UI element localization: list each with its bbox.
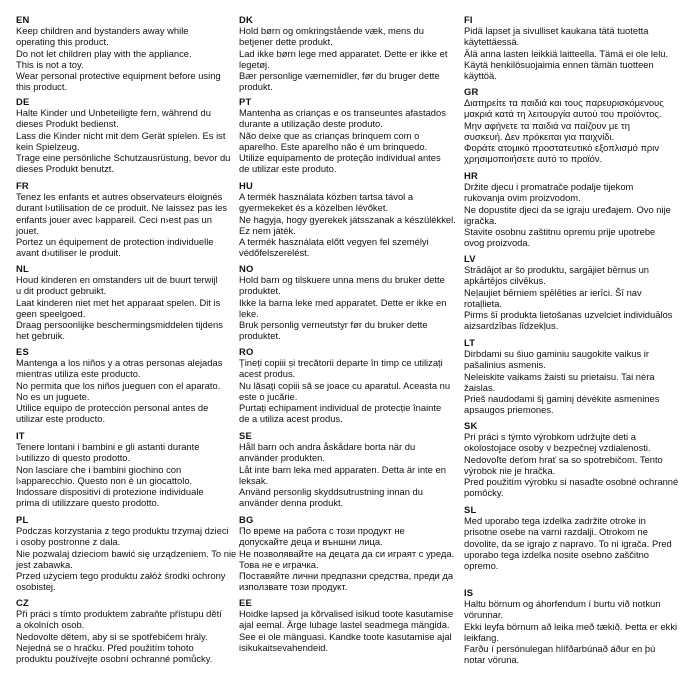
warning-text-line: dieses Produkt bedienst.	[16, 118, 119, 130]
warning-text-line: this product.	[16, 81, 68, 93]
warning-text-line: χρησιμοποιήσετε αυτό το προϊόν.	[464, 153, 603, 165]
warning-text-line: Tenere lontani i bambini e gli astanti durante	[16, 441, 200, 452]
warning-text-line: Поставяйте лични предпазни средства, преди да	[239, 570, 454, 582]
warning-text-line: Ikke la barna leke med apparatet. Dette er ikke en	[239, 296, 447, 308]
language-code: NL	[16, 263, 29, 274]
warning-text-line: използвате този продукт.	[239, 581, 348, 593]
warning-text-line: Ez nem játék.	[239, 224, 296, 236]
warning-text-line: Keep children and bystanders away while	[16, 25, 189, 36]
language-block-es	[16, 346, 238, 425]
warning-text-line: Ne dopustite djeci da se igraju uređajem. Ovo nije	[464, 203, 671, 215]
warning-text-line: het gebruik.	[16, 330, 65, 342]
language-code: SL	[464, 504, 477, 515]
warning-text-line: geen speelgoed.	[16, 307, 86, 319]
warning-text-line: Purtați echipament individual de protecție înainte	[239, 402, 442, 414]
language-block-sl	[464, 504, 694, 571]
warning-text-line: acest produs.	[239, 368, 296, 380]
warning-text-line: Tenez les enfants et autres observateurs éloignés	[16, 191, 223, 202]
language-block-ee	[239, 597, 461, 653]
warning-text-line: Käytä henkilösuojaimia ennen tämän tuotteen	[464, 58, 654, 70]
warning-text-line: Indossare dispositivi di protezione individuale	[16, 486, 204, 498]
warning-text-line: käytettäessä.	[464, 36, 520, 48]
warning-text-line: rotaļlieta.	[464, 297, 503, 309]
warning-text-line: använder denna produkt.	[239, 497, 344, 509]
warning-text-line: Portez un équipement de protection individuelle	[16, 236, 214, 248]
warning-text-line: leke.	[239, 307, 259, 319]
warning-text-line: A termék használata közben tartsa távol a	[239, 191, 414, 202]
language-block-sk	[464, 420, 694, 499]
language-code: PT	[239, 96, 252, 107]
warning-text-line: Bær personlige værnemidler, før du bruger dette	[239, 70, 440, 82]
warning-text-line: Pri práci s týmto výrobkom udržujte deti a	[464, 431, 636, 442]
language-block-fi	[464, 14, 694, 81]
warning-text-line: Strādājot ar šo produktu, sargājiet bērnus un	[464, 264, 650, 275]
warning-text-line: Ne hagyja, hogy gyerekek játsszanak a készülékkel.	[239, 213, 456, 225]
warning-text-line: avant d›utiliser le produit.	[16, 247, 121, 259]
warning-text-line: isikukaitsevahendeid.	[239, 641, 329, 653]
warning-text-line: gyermekeket és a közelben lévőket.	[239, 202, 389, 214]
warning-text-line: Neļaujiet bērniem spēlēties ar ierīci. Šī nav	[464, 286, 642, 298]
language-code: CZ	[16, 597, 29, 608]
warning-text-line: Haltu börnum og áhorfendum í burtu við notkun	[464, 598, 661, 609]
warning-text-line: Do not let children play with the appliance.	[16, 47, 192, 59]
warning-text-line: Nu lăsați copiii să se joace cu aparatul. Aceasta nu	[239, 379, 451, 391]
warning-text-line: notar vöruna.	[464, 654, 520, 666]
language-code: EE	[239, 597, 252, 608]
warning-text-line: okolostojace osoby v bezpečnej vzdialenosti.	[464, 442, 651, 454]
warning-text-line: Țineți copiii și trecătorii departe în timp ce utilizați	[239, 357, 443, 368]
warning-text-line: See ei ole mänguasi. Kandke toote kasutamise ajal	[239, 630, 452, 642]
warning-text-line: enfants jouer avec l›appareil. Ceci n›est pas un	[16, 213, 212, 225]
warning-text-line: Pred použitím výrobku si nasaďte osobné ochranné	[464, 476, 679, 488]
warning-text-line: rukovanja ovim proizvodom.	[464, 192, 581, 204]
warning-text-line: Nie pozwalaj dzieciom bawić się urządzeniem. To nie	[16, 547, 237, 559]
language-code: RO	[239, 346, 254, 357]
warning-text-line: Non lasciare che i bambini giochino con	[16, 463, 182, 475]
language-block-pl	[16, 514, 238, 593]
warning-text-line: Håll barn och andra åskådare borta när du	[239, 441, 416, 452]
warning-text-line: este o jucărie.	[239, 390, 298, 402]
language-block-dk	[239, 14, 461, 93]
warning-text-line: legetøj.	[239, 58, 270, 70]
warning-text-line: No permita que los niños jueguen con el aparato.	[16, 379, 221, 391]
language-code: EN	[16, 14, 30, 25]
language-code: ES	[16, 346, 29, 357]
language-code: LT	[464, 337, 476, 348]
warning-text-line: ajal eemal. Ärge lubage lastel seadmega mängida.	[239, 619, 450, 631]
language-code: NO	[239, 263, 254, 274]
warning-text-line: a okolních osob.	[16, 619, 85, 631]
warning-text-line: Mantenga a los niños y a otras personas alejadas	[16, 357, 223, 368]
warning-text-line: opremo.	[464, 560, 499, 572]
warning-text-line: Mantenha as crianças e os transeuntes afastados	[239, 107, 446, 118]
warning-text-line: Med uporabo tega izdelka zadržite otroke in	[464, 515, 646, 526]
warning-text-line: Stavite osobnu zaštitnu opremu prije upotrebe	[464, 226, 656, 238]
warning-text-line: u dit product gebruikt.	[16, 285, 107, 297]
warning-text-line: produktet.	[239, 285, 281, 297]
warning-text-line: apsaugos priemones.	[464, 404, 554, 416]
warning-text-line: betjener dette produkt.	[239, 36, 333, 48]
warning-text-line: Držite djecu i promatrače podalje tijekom	[464, 181, 634, 192]
warning-text-line: Това не е играчка.	[239, 558, 319, 570]
warning-text-line: Διατηρείτε τα παιδιά και τους παρευρισκόμενους	[464, 97, 664, 108]
language-code: BG	[239, 514, 254, 525]
warning-text-line: aparelho. Este aparelho não é um brinquedo.	[239, 140, 428, 152]
warning-text-line: operating this product.	[16, 36, 109, 48]
warning-text-line: Nejedná se o hračku. Před použitím tohoto	[16, 641, 194, 653]
language-block-gr	[464, 86, 694, 165]
warning-text-line: Farðu í persónulegan hlífðarbúnað áður en þú	[464, 643, 656, 655]
language-code: LV	[464, 253, 476, 264]
warning-text-line: A termék használata előtt vegyen fel személyi	[239, 236, 429, 248]
warning-text-line: dovolite, da se igrajo z napravo. To ni igrača. Pred	[464, 537, 672, 549]
warning-text-line: Hoidke lapsed ja kõrvalised isikud toote kasutamise	[239, 608, 454, 619]
warning-text-line: igračka.	[464, 214, 497, 226]
warning-text-line: Halte Kinder und Unbeteiligte fern, während du	[16, 107, 211, 118]
warning-text-line: Laat kinderen niet met het apparaat spelen. Dit is	[16, 296, 221, 308]
warning-text-line: aizsardzības līdzekļus.	[464, 320, 559, 332]
warning-text-line: produkt.	[239, 81, 273, 93]
language-block-hr	[464, 170, 694, 249]
warning-text-line: По време на работа с този продукт не	[239, 525, 405, 536]
language-code: IS	[464, 587, 474, 598]
warning-text-line: använder produkten.	[239, 452, 326, 464]
language-block-nl	[16, 263, 238, 342]
language-code: SE	[239, 430, 252, 441]
warning-text-line: durant l›utilisation de ce produit. Ne laissez pas les	[16, 202, 228, 214]
language-block-pt	[239, 96, 461, 175]
language-code: PL	[16, 514, 29, 525]
warning-text-line: Φοράτε ατομικό προστατευτικό εξοπλισμό πριν	[464, 142, 660, 154]
warning-text-line: Не позволявайте на децата да си играят с уреда.	[239, 547, 455, 559]
warning-text-line: Neleiskite vaikams žaisti su prietaisu. Tai nėra	[464, 370, 655, 382]
warning-text-line: leikfang.	[464, 631, 499, 643]
warning-text-line: Trage eine persönliche Schutzausrüstung, bevor du	[16, 152, 231, 164]
warning-text-line: i osoby postronne z dala.	[16, 536, 121, 548]
language-block-fr	[16, 180, 238, 259]
warning-text-line: допускайте деца и външни лица.	[239, 536, 383, 548]
warning-text-line: ovog proizvoda.	[464, 237, 531, 249]
warning-text-line: utilizar este producto.	[16, 413, 106, 425]
warning-text-line: Nedovoľte deťom hrať sa so spotrebičom. Tento	[464, 453, 663, 465]
language-block-lv	[464, 253, 694, 332]
warning-text-line: Pidä lapset ja sivulliset kaukana tätä tuotetta	[464, 25, 649, 36]
warning-text-line: osobistej.	[16, 581, 56, 593]
warning-text-line: žaislas.	[464, 381, 496, 393]
warning-text-line: de utilizar este produto.	[239, 163, 337, 175]
warning-text-line: apkārtējos cilvēkus.	[464, 275, 546, 287]
warning-text-line: μακριά κατά τη λειτουργία αυτού του προϊόντος.	[464, 108, 662, 120]
warning-text-line: dieses Produkt benutzt.	[16, 163, 114, 175]
language-code: DE	[16, 96, 30, 107]
warning-text-line: leksak.	[239, 474, 269, 486]
language-block-de	[16, 96, 238, 175]
warning-text-line: Utilice equipo de protección personal antes de	[16, 402, 209, 414]
warning-text-line: Pirms šī produkta lietošanas uzvelciet individuālos	[464, 309, 673, 321]
warning-text-line: produktu používejte osobní ochranné pomůcky.	[16, 653, 213, 665]
warning-text-line: Při práci s tímto produktem zabraňte přístupu dětí	[16, 608, 222, 619]
warning-text-line: produktet.	[239, 330, 281, 342]
language-code: FR	[16, 180, 29, 191]
language-block-no	[239, 263, 461, 342]
language-block-hu	[239, 180, 461, 259]
warning-text-line: Nedovolte dětem, aby si se spotřebičem hrály.	[16, 630, 208, 642]
warning-text-line: No es un juguete.	[16, 390, 90, 402]
warning-text-line: käyttöä.	[464, 70, 497, 82]
warning-text-line: Hold barn og tilskuere unna mens du bruker dette	[239, 274, 445, 285]
warning-text-line: Låt inte barn leka med apparaten. Detta är inte en	[239, 463, 446, 475]
warning-text-line: prima di utilizzare questo prodotto.	[16, 497, 160, 509]
warning-text-line: Ekki leyfa börnum að leika með tækið. Þetta er ekki	[464, 620, 678, 632]
warning-text-line: prisotne osebe na varni razdalji. Otrokom ne	[464, 526, 648, 538]
language-block-is	[464, 587, 694, 666]
warning-text-line: výrobok nie je hračka.	[464, 464, 556, 476]
warning-text-line: pašalinius asmenis.	[464, 359, 546, 371]
language-block-lt	[464, 337, 694, 416]
warning-text-line: Hold børn og omkringstående væk, mens du	[239, 25, 424, 36]
language-block-se	[239, 430, 461, 509]
language-block-ro	[239, 346, 461, 425]
warning-text-line: kein Spielzeug.	[16, 140, 80, 152]
language-block-bg	[239, 514, 461, 593]
warning-text-line: Bruk personlig verneutstyr før du bruker dette	[239, 319, 428, 331]
warning-text-line: l›apparecchio. Questo non è un giocattolo.	[16, 474, 193, 486]
warning-text-line: Älä anna lasten leikkiä laitteella. Tämä ei ole lelu.	[464, 47, 669, 59]
warning-text-line: Använd personlig skyddsutrustning innan du	[239, 486, 423, 498]
warning-text-line: vörunnar.	[464, 609, 504, 621]
warning-text-line: l›utilizzo di questo prodotto.	[16, 452, 131, 464]
language-code: FI	[464, 14, 473, 25]
language-code: HR	[464, 170, 478, 181]
warning-text-line: de a utiliza acest produs.	[239, 413, 343, 425]
warning-text-line: Μην αφήνετε τα παιδιά να παίζουν με τη	[464, 119, 630, 131]
warning-text-line: Lass die Kinder nicht mit dem Gerät spielen. Es ist	[16, 129, 226, 141]
warning-text-line: Podczas korzystania z tego produktu trzymaj dzieci	[16, 525, 229, 536]
warning-text-line: Wear personal protective equipment before using	[16, 70, 221, 82]
warning-text-line: Houd kinderen en omstanders uit de buurt terwijl	[16, 274, 218, 285]
warning-text-line: pomôcky.	[464, 487, 504, 499]
warning-text-line: uporabo tega izdelka nosite osebno zaščitno	[464, 548, 650, 560]
warning-text-line: Prieš naudodami šį gaminį dėvėkite asmenines	[464, 393, 660, 405]
language-code: HU	[239, 180, 253, 191]
language-block-en	[16, 14, 238, 93]
warning-text-line: Dirbdami su šiuo gaminiu saugokite vaikus ir	[464, 348, 649, 359]
language-block-it	[16, 430, 238, 509]
language-code: SK	[464, 420, 478, 431]
language-code: IT	[16, 430, 25, 441]
warning-text-line: συσκευή. Δεν πρόκειται για παιχνίδι.	[464, 130, 615, 142]
warning-text-line: Draag persoonlijke beschermingsmiddelen tijdens	[16, 319, 223, 331]
warning-text-line: Lad ikke børn lege med apparatet. Dette er ikke et	[239, 47, 448, 59]
warning-text-line: Przed użyciem tego produktu załóż środki ochrony	[16, 570, 226, 582]
language-code: DK	[239, 14, 253, 25]
warning-text-line: mientras utiliza este producto.	[16, 368, 141, 380]
warning-text-line: Utilize equipamento de proteção individual antes	[239, 152, 441, 164]
language-code: GR	[464, 86, 479, 97]
warning-text-line: durante a utilização deste produto.	[239, 118, 383, 130]
language-block-cz	[16, 597, 238, 664]
warning-text-line: This is not a toy.	[16, 58, 84, 70]
warning-text-line: Não deixe que as crianças brinquem com o	[239, 129, 420, 141]
warning-text-line: védőfelszerelést.	[239, 247, 310, 259]
warning-text-line: jouet.	[16, 224, 39, 236]
warning-text-line: jest zabawka.	[16, 558, 73, 570]
